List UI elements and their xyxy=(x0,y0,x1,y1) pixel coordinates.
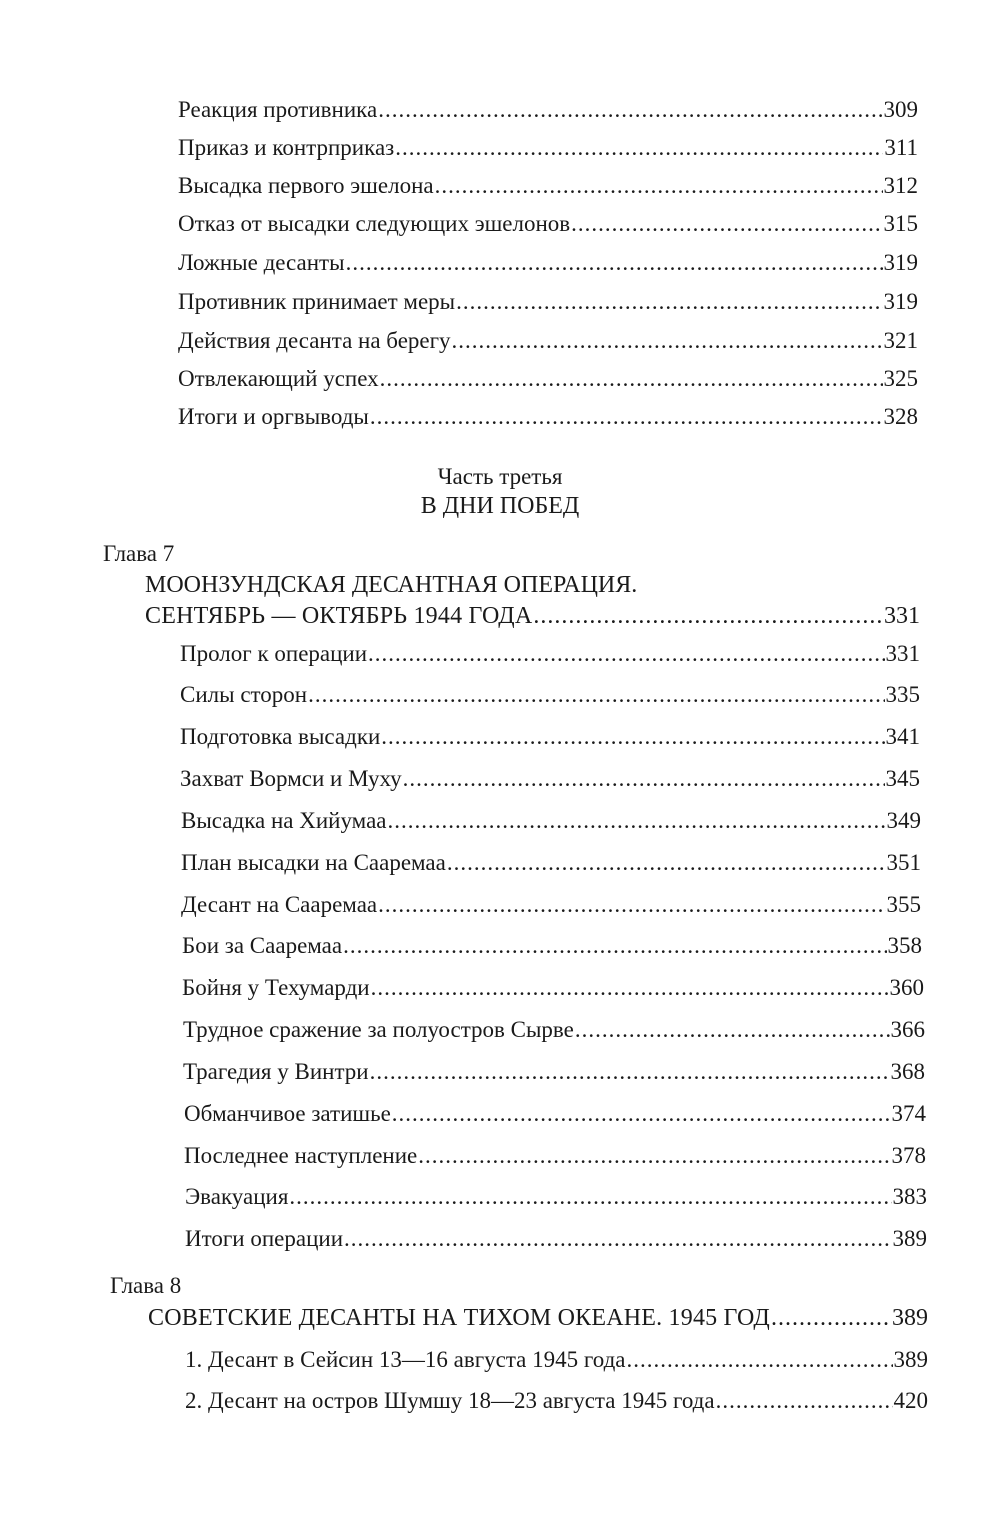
toc-entry-title: Высадка первого эшелона xyxy=(178,173,434,198)
toc-entry-page: 355 xyxy=(886,892,921,917)
leader-dots xyxy=(344,1223,891,1255)
toc-entry-title: Захват Вормси и Муху xyxy=(180,766,402,791)
toc-entry-page: 321 xyxy=(883,328,918,353)
toc-entry-title: Силы сторон xyxy=(180,682,308,707)
toc-entry-title: Последнее наступление xyxy=(184,1143,418,1168)
toc-entry-title: Десант на Сааремаа xyxy=(181,892,378,917)
leader-dots xyxy=(456,286,882,318)
toc-entry-title: Бои за Сааремаа xyxy=(182,933,343,958)
toc-entry-title: План высадки на Сааремаа xyxy=(181,850,446,875)
toc-entry xyxy=(178,208,918,240)
toc-entry xyxy=(185,1181,927,1213)
toc-entry-page: 378 xyxy=(891,1143,926,1168)
chapter-title-line2: СЕНТЯБРЬ — ОКТЯБРЬ 1944 ГОДА xyxy=(145,603,533,629)
leader-dots xyxy=(571,208,882,240)
leader-dots xyxy=(346,247,883,279)
toc-entry xyxy=(178,170,918,202)
toc-entry-title: Бойня у Техумарди xyxy=(182,975,370,1000)
leader-dots xyxy=(381,721,884,753)
toc-entry xyxy=(178,286,918,318)
toc-entry-title: Итоги операции xyxy=(185,1226,344,1251)
toc-entry-title: Эвакуация xyxy=(185,1184,289,1209)
toc-entry-title: 2. Десант на остров Шумшу 18—23 августа 1945 года xyxy=(185,1388,715,1413)
toc-entry xyxy=(184,1140,926,1172)
toc-entry-page: 335 xyxy=(885,682,920,707)
chapter-title-entry xyxy=(148,1302,928,1334)
chapter-title: СОВЕТСКИЕ ДЕСАНТЫ НА ТИХОМ ОКЕАНЕ. 1945 ГОД xyxy=(148,1305,770,1331)
toc-entry xyxy=(178,94,918,126)
leader-dots xyxy=(289,1181,891,1213)
toc-entry-page: 345 xyxy=(885,766,920,791)
leader-dots xyxy=(716,1385,893,1417)
toc-entry xyxy=(184,1098,926,1130)
toc-entry-title: Высадка на Хийумаа xyxy=(181,808,387,833)
toc-entry-page: 360 xyxy=(889,975,924,1000)
toc-entry xyxy=(181,805,921,837)
part-title: В ДНИ ПОБЕД xyxy=(420,493,580,519)
toc-entry xyxy=(181,847,921,879)
toc-entry-page: 319 xyxy=(883,250,918,275)
leader-dots xyxy=(435,170,883,202)
toc-entry-page: 309 xyxy=(883,97,918,122)
leader-dots xyxy=(418,1140,890,1172)
toc-entry xyxy=(185,1344,928,1376)
toc-entry-title: Подготовка высадки xyxy=(180,724,381,749)
toc-entry xyxy=(183,1056,925,1088)
toc-entry-page: 368 xyxy=(890,1059,925,1084)
toc-entry-title: Приказ и контрприказ xyxy=(178,135,395,160)
toc-entry xyxy=(183,1014,925,1046)
toc-entry-page: 311 xyxy=(884,135,918,160)
toc-entry xyxy=(182,972,924,1004)
toc-entry-page: 374 xyxy=(891,1101,926,1126)
leader-dots xyxy=(368,638,884,670)
toc-entry-page: 358 xyxy=(887,933,922,958)
toc-entry-title: Ложные десанты xyxy=(178,250,345,275)
toc-entry-page: 366 xyxy=(890,1017,925,1042)
toc-entry-page: 312 xyxy=(883,173,918,198)
leader-dots xyxy=(403,763,885,795)
leader-dots xyxy=(447,847,886,879)
toc-entry-title: Противник принимает меры xyxy=(178,289,456,314)
toc-entry-page: 349 xyxy=(886,808,921,833)
toc-entry xyxy=(178,401,918,433)
toc-entry-page: 331 xyxy=(885,641,920,666)
leader-dots xyxy=(378,889,885,921)
toc-entry-page: 351 xyxy=(886,850,921,875)
toc-entry-page: 420 xyxy=(893,1388,928,1413)
leader-dots xyxy=(371,972,889,1004)
toc-entry-page: 389 xyxy=(892,1226,927,1251)
leader-dots xyxy=(392,1098,891,1130)
toc-entry-page: 383 xyxy=(892,1184,927,1209)
leader-dots xyxy=(370,401,883,433)
part-label: Часть третья xyxy=(437,464,563,489)
leader-dots xyxy=(533,600,883,632)
toc-entry xyxy=(185,1223,927,1255)
toc-entry xyxy=(178,247,918,279)
leader-dots xyxy=(380,363,883,395)
toc-entry-title: Отказ от высадки следующих эшелонов xyxy=(178,211,571,236)
toc-entry-title: Трудное сражение за полуостров Сырве xyxy=(183,1017,574,1042)
toc-entry-title: Итоги и оргвыводы xyxy=(178,404,369,429)
chapter-page: 331 xyxy=(884,603,920,629)
toc-entry xyxy=(178,325,918,357)
toc-entry xyxy=(181,889,921,921)
toc-entry-page: 319 xyxy=(883,289,918,314)
chapter-title: МООНЗУНДСКАЯ ДЕСАНТНАЯ ОПЕРАЦИЯ. xyxy=(145,572,638,598)
toc-entry-page: 389 xyxy=(893,1347,928,1372)
toc-entry-title: Пролог к операции xyxy=(180,641,368,666)
leader-dots xyxy=(343,930,886,962)
toc-entry-page: 341 xyxy=(885,724,920,749)
toc-entry-title: Реакция противника xyxy=(178,97,378,122)
leader-dots xyxy=(308,679,884,711)
toc-entry-page: 328 xyxy=(883,404,918,429)
toc-entry xyxy=(178,363,918,395)
toc-entry xyxy=(185,1385,928,1417)
leader-dots xyxy=(370,1056,890,1088)
toc-entry-page: 325 xyxy=(883,366,918,391)
leader-dots xyxy=(627,1344,893,1376)
toc-entry xyxy=(182,930,922,962)
toc-entry xyxy=(180,721,920,753)
leader-dots xyxy=(378,94,882,126)
toc-entry xyxy=(180,638,920,670)
chapter-title-entry xyxy=(145,600,920,632)
toc-entry-title: 1. Десант в Сейсин 13—16 августа 1945 года xyxy=(185,1347,626,1372)
toc-entry xyxy=(180,679,920,711)
leader-dots xyxy=(387,805,885,837)
toc-entry xyxy=(178,132,918,164)
chapter-label: Глава 7 xyxy=(103,541,175,566)
chapter-page: 389 xyxy=(892,1305,928,1331)
toc-entry-page: 315 xyxy=(883,211,918,236)
toc-entry-title: Действия десанта на берегу xyxy=(178,328,451,353)
chapter-label: Глава 8 xyxy=(110,1273,182,1298)
toc-entry-title: Отвлекающий успех xyxy=(178,366,379,391)
toc-entry xyxy=(180,763,920,795)
leader-dots xyxy=(452,325,883,357)
leader-dots xyxy=(575,1014,890,1046)
leader-dots xyxy=(395,132,883,164)
toc-entry-title: Трагедия у Винтри xyxy=(183,1059,369,1084)
leader-dots xyxy=(771,1302,891,1334)
toc-entry-title: Обманчивое затишье xyxy=(184,1101,391,1126)
